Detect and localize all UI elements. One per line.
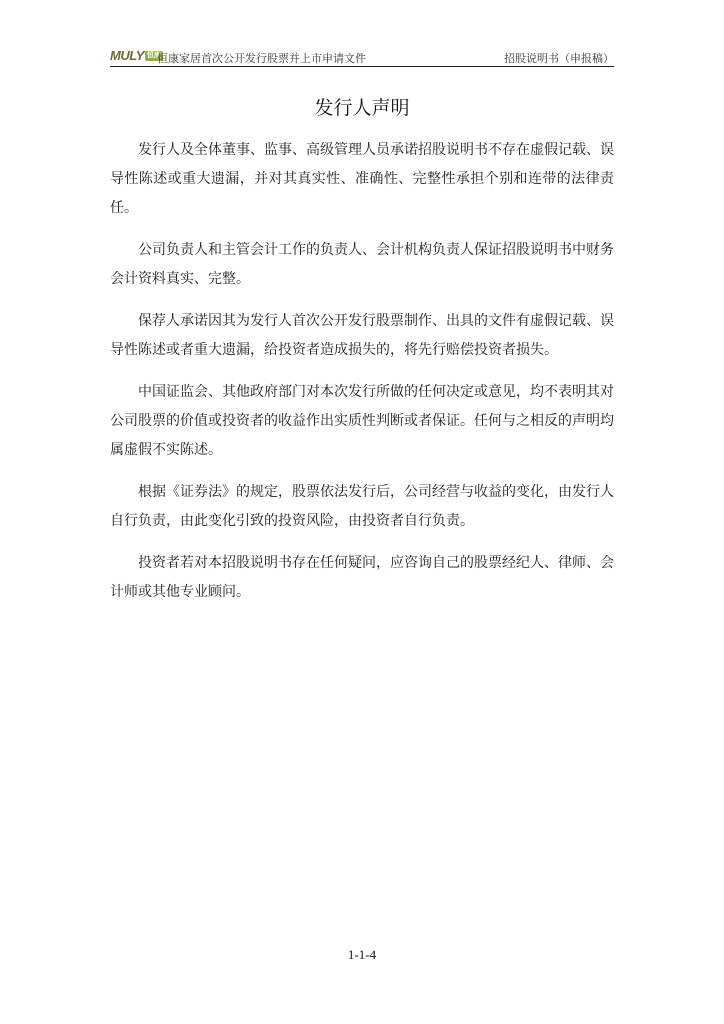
header-divider: [110, 66, 614, 67]
paragraph-3: 保荐人承诺因其为发行人首次公开发行股票制作、出具的文件有虚假记载、误导性陈述或者重大遗漏，给投资者造成损失的，将先行赔偿投资者损失。: [110, 313, 614, 358]
page-header: [110, 47, 614, 67]
page-number: 1-1-4: [347, 947, 377, 962]
document-type-header: 招股说明书（申报稿）: [504, 52, 614, 65]
page-title: 发行人声明: [314, 97, 410, 119]
document-title-header: 恒康家居首次公开发行股票并上市申请文件: [157, 52, 366, 65]
paragraph-4: 中国证监会、其他政府部门对本次发行所做的任何决定或意见，均不表明其对公司股票的价值或投资者的收益作出实质性判断或者保证。任何与之相反的声明均属虚假不实陈述。: [110, 384, 614, 458]
logo-badge: 恒康: [146, 51, 161, 59]
paragraph-1: 发行人及全体董事、监事、高级管理人员承诺招股说明书不存在虚假记载、误导性陈述或重大遗漏，并对其真实性、准确性、完整性承担个别和连带的法律责任。: [110, 142, 614, 216]
paragraph-6: 投资者若对本招股说明书存在任何疑问，应咨询自己的股票经纪人、律师、会计师或其他专业顾问。: [110, 555, 614, 600]
paragraph-2: 公司负责人和主管会计工作的负责人、会计机构负责人保证招股说明书中财务会计资料真实、完整。: [110, 242, 614, 287]
logo-wordmark: MULY: [110, 48, 144, 63]
company-logo: [110, 48, 163, 63]
statement-body: [110, 136, 614, 620]
paragraph-5: 根据《证券法》的规定，股票依法发行后，公司经营与收益的变化，由发行人自行负责，由此变化引致的投资风险，由投资者自行负责。: [110, 484, 614, 529]
